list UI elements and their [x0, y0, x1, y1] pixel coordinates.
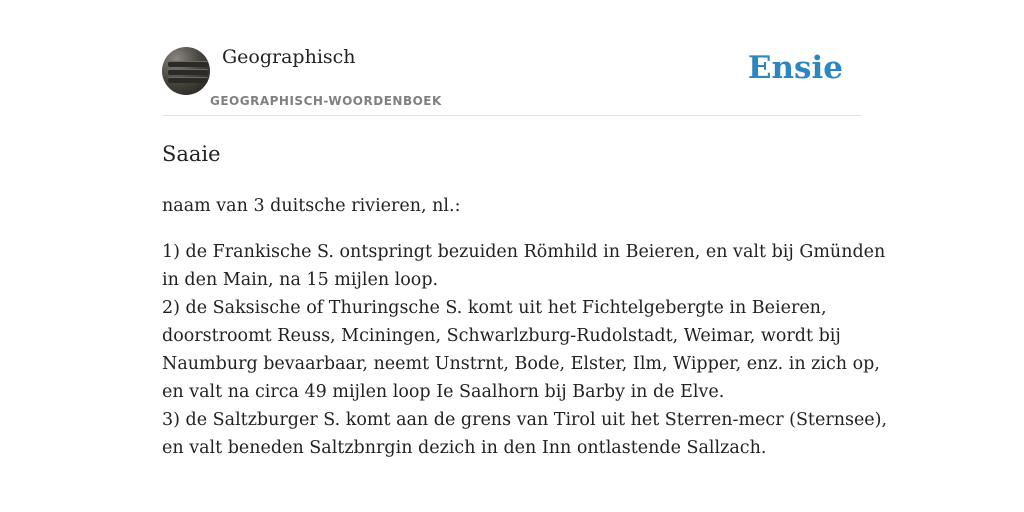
brand-logo-link[interactable]: Ensie [747, 50, 843, 86]
entry-intro: naam van 3 duitsche rivieren, nl.: [162, 196, 461, 216]
dictionary-name-link[interactable]: Geographisch [222, 46, 356, 68]
book-spine-icon [168, 77, 208, 83]
entry-content [162, 138, 888, 462]
definition-line: 2) de Saksische of Thuringsche S. komt uit het Fichtelgebergte in Beieren, [162, 298, 827, 318]
definition-line: en valt na circa 49 mijlen loop Ie Saalhorn bij Barby in de Elve. [162, 382, 725, 402]
definition-line: 3) de Saltzburger S. komt aan de grens van Tirol uit het Sterren-mecr (Sternsee), [162, 410, 888, 430]
definition-line: 1) de Frankische S. ontspringt bezuiden Römhild in Beieren, en valt bij Gmünden [162, 242, 886, 262]
entry-title: Saaie [162, 142, 221, 166]
dictionary-subtitle-link[interactable]: GEOGRAPHISCH-WOORDENBOEK [210, 94, 442, 108]
definition-line: Naumburg bevaarbaar, neemt Unstrnt, Bode, Elster, Ilm, Wipper, enz. in zich op, [162, 354, 880, 374]
definition-line: en valt beneden Saltzbnrgin dezich in den Inn ontlastende Sallzach. [162, 438, 767, 458]
site-header [162, 40, 862, 116]
dictionary-avatar[interactable] [162, 47, 210, 95]
definition-line: in den Main, na 15 mijlen loop. [162, 270, 439, 290]
book-spine-icon [168, 69, 208, 75]
definition-line: doorstroomt Reuss, Mciningen, Schwarlzburg-Rudolstadt, Weimar, wordt bij [162, 326, 841, 346]
book-spine-icon [168, 61, 208, 67]
entry-definition [162, 238, 888, 462]
